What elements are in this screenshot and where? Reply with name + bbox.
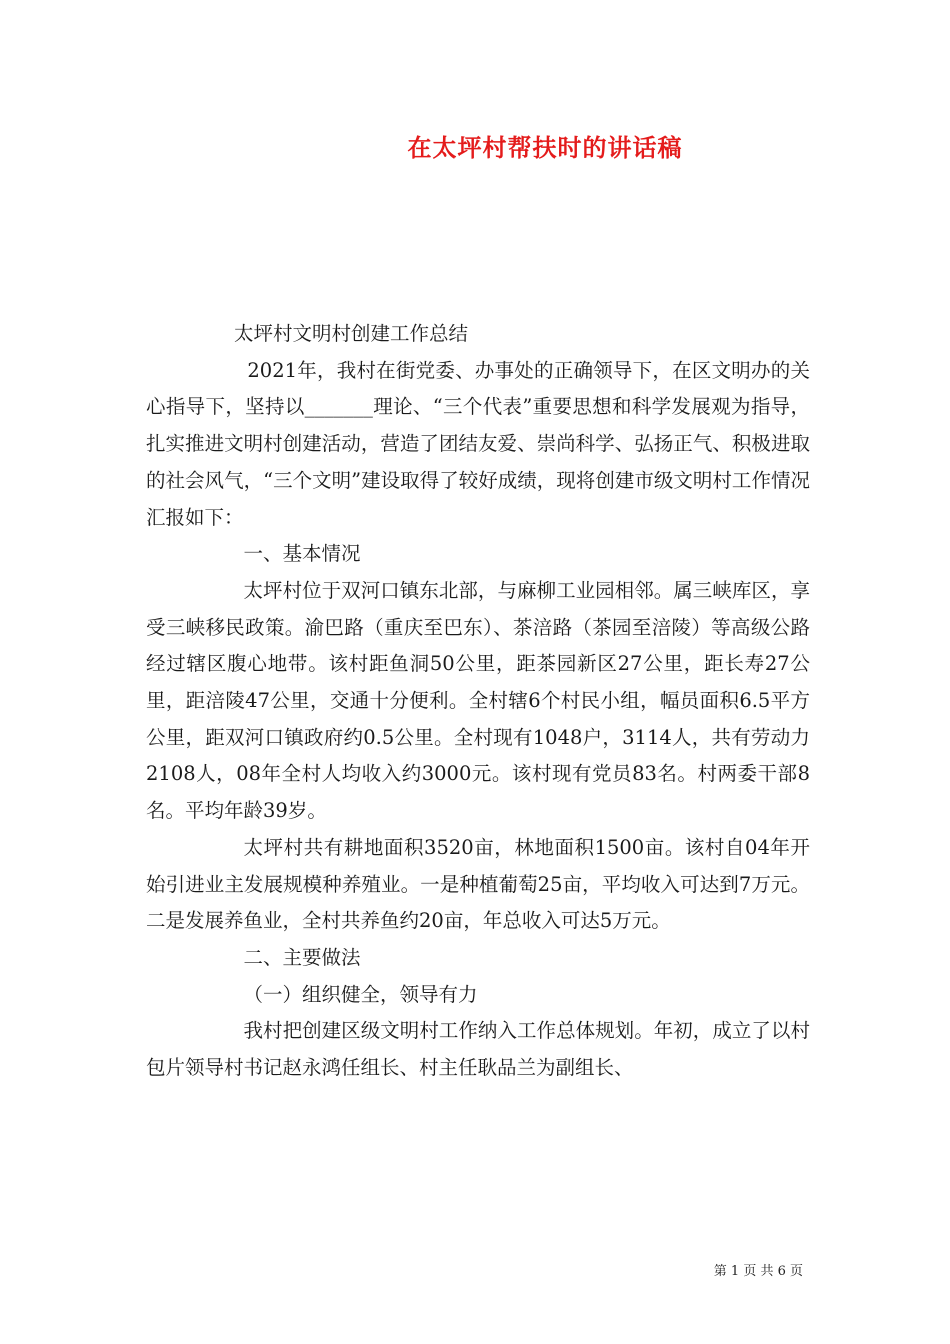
paragraph-organization: 我村把创建区级文明村工作纳入工作总体规划。年初，成立了以村包片领导村书记赵永鸿任组长、村主任耿品兰为副组长、 [146, 1019, 810, 1080]
section-heading-basic: 一、基本情况 [243, 542, 361, 566]
page-number: 第 1 页 共 6 页 [713, 1264, 803, 1279]
paragraph-land-info: 太坪村共有耕地面积3520亩，林地面积1500亩。该村自04年开始引进业主发展规模种养殖业。一是种植葡萄25亩，平均收入可达到7万元。二是发展养鱼业，全村共养鱼约20亩，年总收入可达5万元。 [146, 835, 810, 933]
subsection-heading-organization: （一）组织健全，领导有力 [243, 982, 478, 1006]
document-title: 在太坪村帮扶时的讲话稿 [407, 133, 683, 162]
paragraph-intro: 2021年，我村在街党委、办事处的正确领导下，在区文明办的关心指导下，坚持以_______理论、“三个代表”重要思想和科学发展观为指导，扎实推进文明村创建活动，营造了团结友爱、崇尚科学、弘扬正气、积极进取的社会风气，“三个文明”建设取得了较好成绩，现将创建市级文明村工作情况汇报如下： [146, 358, 810, 529]
paragraph-basic-info: 太坪村位于双河口镇东北部，与麻柳工业园相邻。属三峡库区，享受三峡移民政策。渝巴路（重庆至巴东）、茶涪路（茶园至涪陵）等高级公路经过辖区腹心地带。该村距鱼洞50公里，距茶园新区27公里，距长寿27公里，距涪陵47公里，交通十分便利。全村辖6个村民小组，幅员面积6.5平方公里，距双河口镇政府约0.5公里。全村现有1048户，3114人，共有劳动力2108人，08年全村人均收入约3000元。该村现有党员83名。村两委干部8名。平均年龄39岁。 [146, 578, 810, 823]
section-heading-methods: 二、主要做法 [243, 945, 361, 969]
document-subtitle: 太坪村文明村创建工作总结 [234, 322, 469, 345]
document-body [146, 316, 810, 1087]
